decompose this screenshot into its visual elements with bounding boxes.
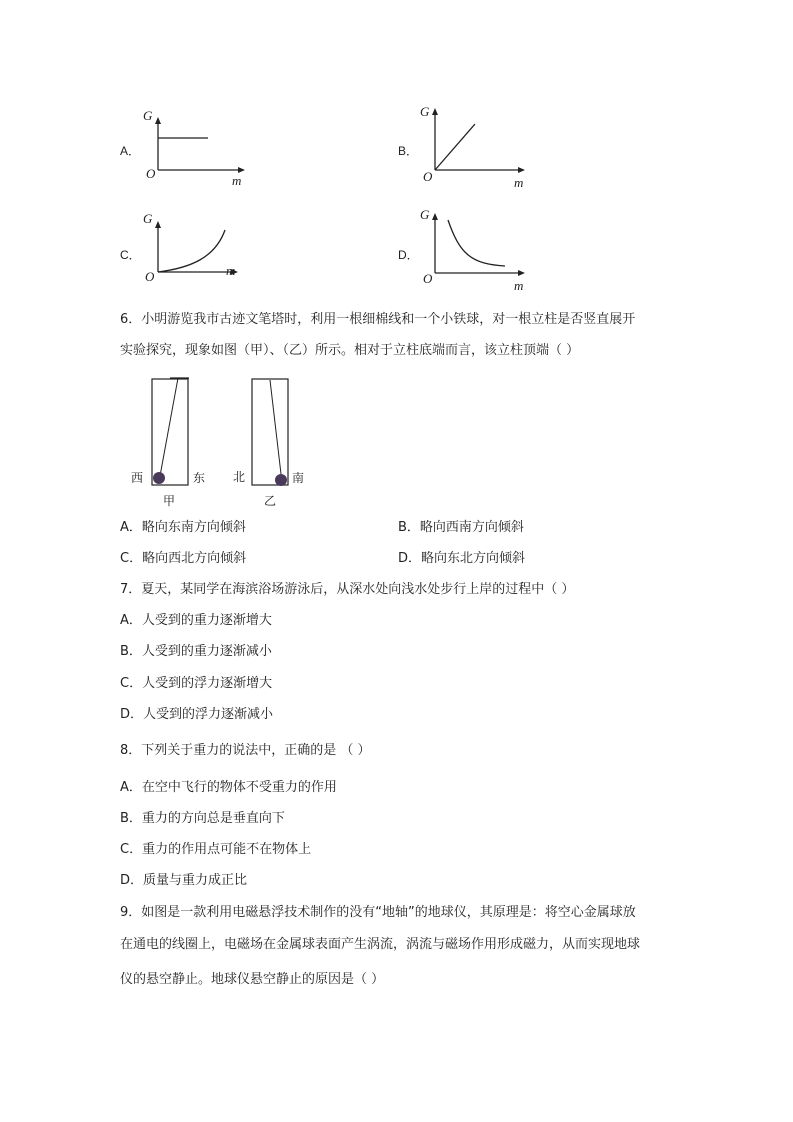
pillar-yi: [252, 379, 288, 485]
graph-b-x-label: m: [514, 175, 524, 190]
graph-b-y-label: G: [420, 104, 430, 119]
graph-a-x-label: m: [232, 173, 242, 188]
q6-option-d[interactable]: D．略向东北方向倾斜: [398, 551, 526, 566]
yi-north-label: 北: [233, 470, 246, 484]
q6-option-a[interactable]: A．略向东南方向倾斜: [120, 520, 246, 535]
yi-south-label: 南: [292, 471, 305, 485]
graph-c-y-label: G: [143, 211, 153, 226]
q5-option-c-label: C．: [120, 248, 141, 262]
jia-west-label: 西: [131, 471, 144, 485]
q6-stem-line2: 实验探究，现象如图（甲）、（乙）所示。相对于立柱底端而言，该立柱顶端（ ）: [120, 343, 580, 358]
jia-caption: 甲: [163, 494, 176, 508]
graph-c-x-label: m: [226, 263, 236, 278]
q9-stem-line1: 9．如图是一款利用电磁悬浮技术制作的没有“地轴”的地球仪，其原理是：将空心金属球放: [120, 905, 636, 920]
q9-stem-line3: 仪的悬空静止。地球仪悬空静止的原因是（ ）: [120, 972, 385, 987]
q5-option-a-label: A．: [120, 144, 141, 158]
q7-option-c[interactable]: C．人受到的浮力逐渐增大: [120, 676, 273, 691]
q5-option-d-label: D．: [398, 248, 419, 262]
graph-d-x-label: m: [514, 278, 524, 293]
q7-stem: 7．夏天，某同学在海滨浴场游泳后，从深水处向浅水处步行上岸的过程中（ ）: [120, 582, 575, 597]
graph-d-origin: O: [423, 271, 433, 286]
q8-option-b[interactable]: B．重力的方向总是垂直向下: [120, 811, 285, 826]
q8-stem: 8．下列关于重力的说法中，正确的是 （ ）: [120, 743, 371, 758]
ball-yi: [275, 474, 287, 486]
q7-option-a[interactable]: A．人受到的重力逐渐增大: [120, 613, 272, 628]
q8-option-c[interactable]: C．重力的作用点可能不在物体上: [120, 842, 312, 857]
q5-option-b-label: B．: [398, 144, 419, 158]
q7-option-b[interactable]: B．人受到的重力逐渐减小: [120, 644, 272, 659]
graph-d-y-label: G: [420, 207, 430, 222]
pillar-jia: [152, 379, 188, 485]
graph-c-origin: O: [145, 269, 155, 284]
graph-a-origin: O: [146, 166, 156, 181]
ball-jia: [153, 472, 165, 484]
q8-option-d[interactable]: D．质量与重力成正比: [120, 873, 248, 888]
q6-option-c[interactable]: C．略向西北方向倾斜: [120, 551, 247, 566]
graph-a-y-label: G: [143, 108, 153, 123]
q6-option-b[interactable]: B．略向西南方向倾斜: [398, 520, 524, 535]
q6-stem-line1: 6．小明游览我市古迹文笔塔时，利用一根细棉线和一个小铁球，对一根立柱是否竖直展开: [120, 312, 636, 327]
q7-option-d[interactable]: D．人受到的浮力逐渐减小: [120, 707, 274, 722]
q9-stem-line2: 在通电的线圈上，电磁场在金属球表面产生涡流，涡流与磁场作用形成磁力，从而实现地球: [120, 937, 641, 952]
string-jia: [160, 378, 178, 476]
jia-east-label: 东: [193, 471, 206, 485]
yi-caption: 乙: [264, 494, 277, 508]
graph-b-origin: O: [423, 169, 433, 184]
q8-option-a[interactable]: A．在空中飞行的物体不受重力的作用: [120, 780, 337, 795]
string-yi: [270, 380, 281, 474]
